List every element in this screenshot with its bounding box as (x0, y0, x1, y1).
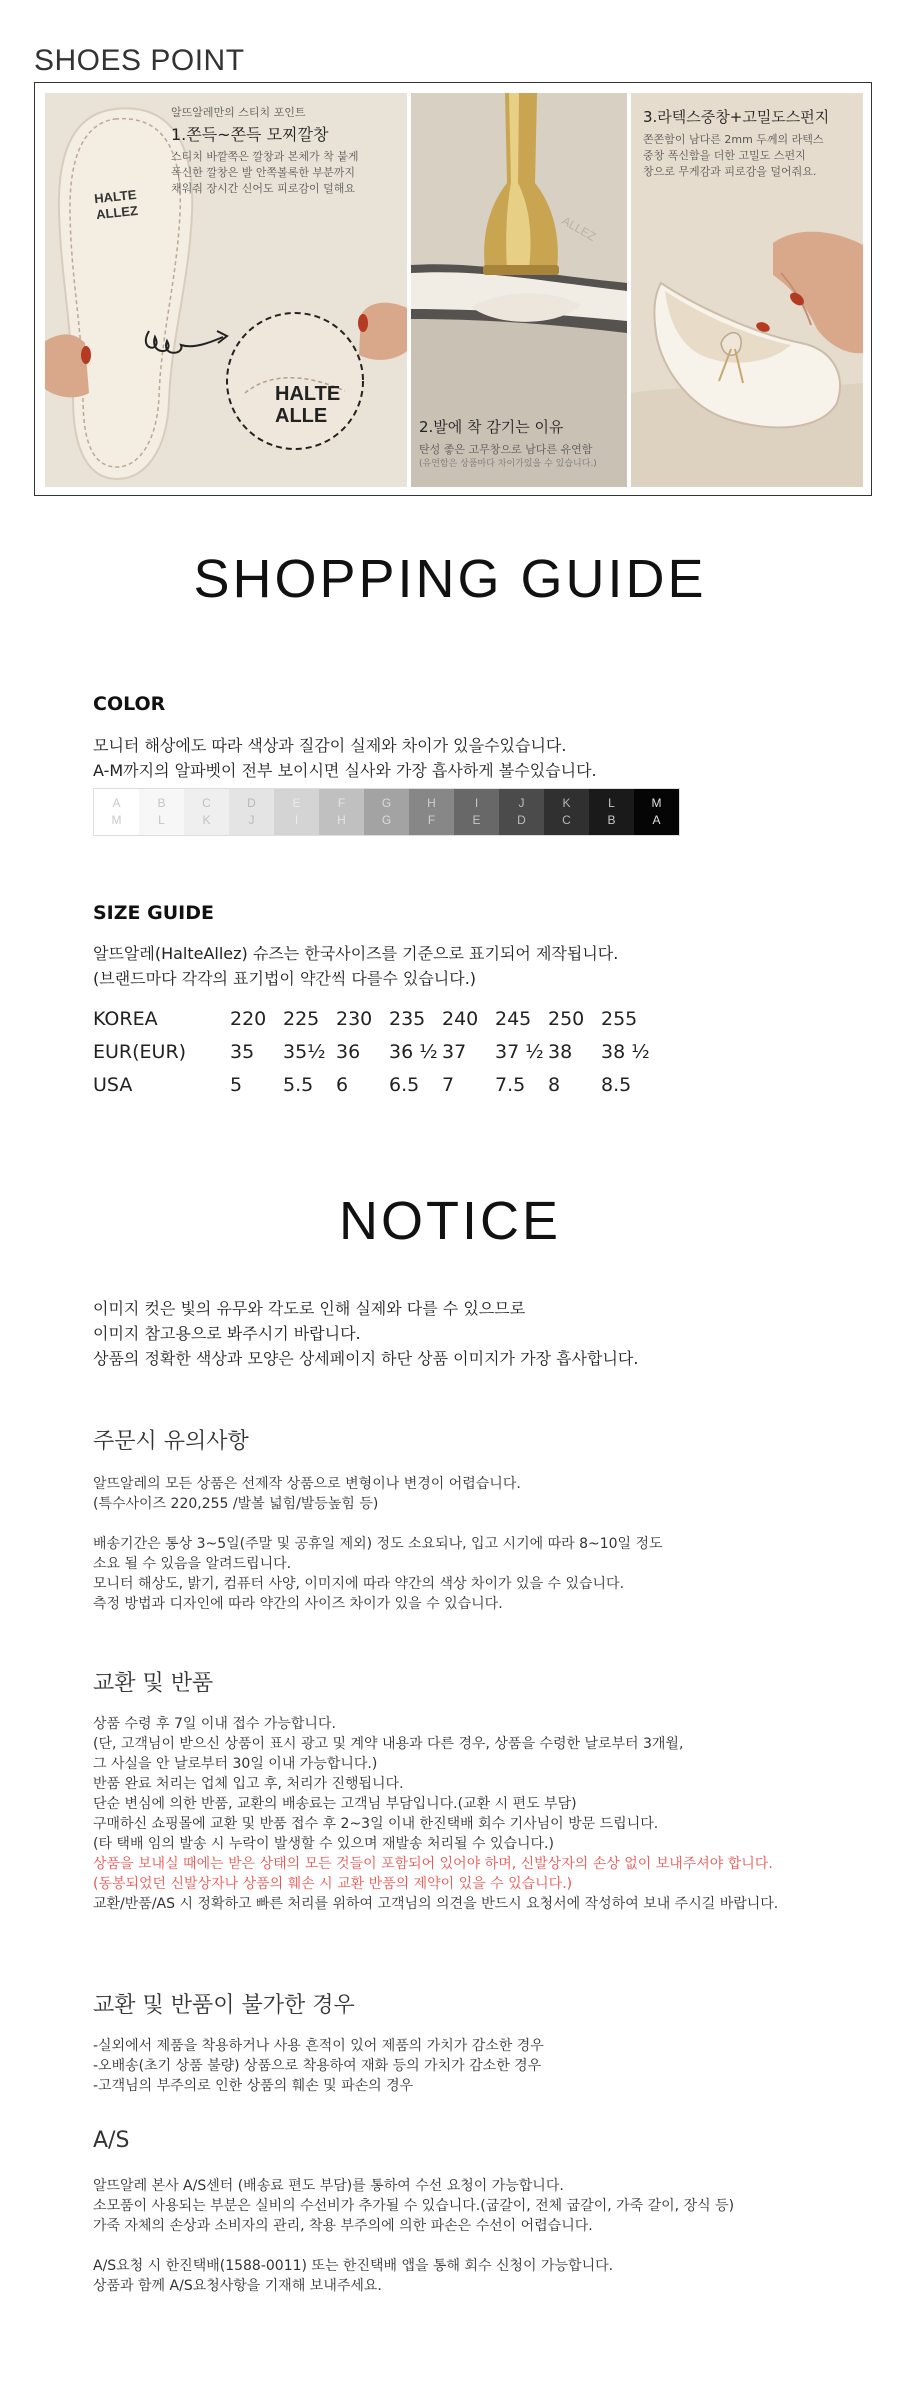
swatch-bottom-letter: I (294, 813, 299, 827)
swatch-bottom-letter: A (652, 813, 661, 827)
order-line (93, 1514, 663, 1534)
size-cell: 235 (389, 1007, 426, 1030)
swatch-bottom-letter: D (517, 813, 526, 827)
size-cell: 7 (442, 1073, 455, 1096)
swatch-top-letter: C (202, 796, 211, 810)
exchange-text (93, 1714, 778, 1914)
as-line: 소모품이 사용되는 부분은 실비의 수선비가 추가될 수 있습니다.(굽갈이, 전체 굽갈이, 가죽 갈이, 장식 등) (93, 2198, 735, 2214)
color-swatch (229, 789, 274, 835)
notice-intro (93, 1296, 638, 1371)
size-line: 알뜨알레(HalteAllez) 슈즈는 한국사이즈를 기준으로 표기되어 제작됩니다. (93, 944, 619, 963)
size-cell: 35 (230, 1040, 255, 1063)
swatch-bottom-letter: J (248, 813, 255, 827)
not-allowed-line: -오배송(초기 상품 불량) 상품으로 착용하여 재화 등의 가치가 감소한 경우 (93, 2058, 542, 2074)
color-line: 모니터 해상에도 따라 색상과 질감이 실제와 차이가 있을수있습니다. (93, 736, 567, 755)
notice-intro-line: 상품의 정확한 색상과 모양은 상세페이지 하단 상품 이미지가 가장 흡사합니다. (93, 1349, 639, 1368)
exchange-line: 그 사실을 안 날로부터 30일 이내 가능합니다.) (93, 1756, 378, 1772)
swatch-top-letter: J (518, 796, 525, 810)
size-cell: 220 (230, 1007, 267, 1030)
insole-logo-line2: ALLEZ (95, 202, 139, 223)
swatch-top-letter: E (292, 796, 301, 810)
order-line: 알뜨알레의 모든 상품은 선제작 상품으로 변형이나 변경이 어렵습니다. (93, 1476, 521, 1492)
color-swatch (274, 789, 319, 835)
swatch-top-letter: D (247, 796, 256, 810)
size-cell: 5 (230, 1073, 243, 1096)
notice-intro-line: 이미지 참고용으로 봐주시기 바랍니다. (93, 1324, 361, 1343)
size-cell: 255 (601, 1007, 638, 1030)
swatch-top-letter: B (157, 796, 166, 810)
as-line: 가죽 자체의 손상과 소비자의 관리, 착용 부주의에 의한 파손은 수선이 어렵습니다. (93, 2218, 593, 2234)
color-description (93, 733, 597, 783)
not-allowed-text (93, 2036, 544, 2096)
size-line: (브랜드마다 각각의 표기법이 약간씩 다를수 있습니다.) (93, 969, 477, 988)
panel1-text (171, 105, 403, 197)
color-swatch (544, 789, 589, 835)
color-line: A-M까지의 알파벳이 전부 보이시면 실사와 가장 흡사하게 볼수있습니다. (93, 761, 597, 780)
exchange-line: 반품 완료 처리는 업체 입고 후, 처리가 진행됩니다. (93, 1776, 404, 1792)
color-calibration-swatches (93, 788, 680, 836)
exchange-line: (타 택배 임의 발송 시 누락이 발생할 수 있으며 재발송 처리될 수 있습니다.) (93, 1836, 554, 1852)
size-row-label: EUR(EUR) (93, 1040, 187, 1063)
zoom-logo (275, 383, 340, 427)
panel-latex-midsole (631, 93, 863, 487)
order-line: (특수사이즈 220,255 /발볼 넓힘/발등높힘 등) (93, 1496, 379, 1512)
exchange-warning-line: 상품을 보내실 때에는 받은 상태의 모든 것들이 포함되어 있어야 하며, 신발상자의 손상 없이 보내주셔야 합니다. (93, 1856, 773, 1872)
panel-flex-outsole (411, 93, 627, 487)
notice-title: NOTICE (338, 1191, 561, 1251)
panel2-heading: 2.발에 착 감기는 이유 (419, 418, 564, 436)
panel1-caption: 알뜨알레만의 스티치 포인트 (171, 106, 306, 119)
size-cell: 7.5 (495, 1073, 526, 1096)
panel3-text (643, 105, 859, 180)
size-cell: 8.5 (601, 1073, 632, 1096)
size-cell: 37 ½ (495, 1040, 544, 1063)
size-cell: 240 (442, 1007, 479, 1030)
panel-stitch-insole (45, 93, 407, 487)
size-cell: 35½ (283, 1040, 326, 1063)
not-allowed-line: -실외에서 제품을 착용하거나 사용 흔적이 있어 제품의 가치가 감소한 경우 (93, 2038, 544, 2054)
exchange-heading: 교환 및 반품 (93, 1671, 214, 1696)
swatch-bottom-letter: L (158, 813, 165, 827)
size-cell: 37 (442, 1040, 467, 1063)
as-line (93, 2236, 734, 2256)
exchange-line: 구매하신 쇼핑몰에 교환 및 반품 접수 후 2~3일 이내 한진택배 회수 기사님이 방문 드립니다. (93, 1816, 659, 1832)
exchange-line: (단, 고객님이 받으신 상품이 표시 광고 및 계약 내용과 다른 경우, 상품을 수령한 날로부터 3개월, (93, 1736, 684, 1752)
swatch-top-letter: G (381, 796, 392, 810)
size-cell: 230 (336, 1007, 373, 1030)
color-swatch (454, 789, 499, 835)
swatch-top-letter: I (474, 796, 479, 810)
not-allowed-line: -고객님의 부주의로 인한 상품의 훼손 및 파손의 경우 (93, 2078, 414, 2094)
panel2-note: (유연함은 상품마다 차이가있을 수 있습니다.) (419, 458, 597, 469)
color-swatch (319, 789, 364, 835)
size-cell: 8 (548, 1073, 561, 1096)
panel1-line: 스티치 바깥쪽은 깔창과 본체가 착 붙게 (171, 150, 359, 164)
zoom-logo-line2: ALLE (275, 405, 328, 427)
shoes-point-frame (34, 82, 872, 496)
size-table (93, 1002, 654, 1101)
order-line: 배송기간은 통상 3~5일(주말 및 공휴일 제외) 정도 소요되나, 입고 시기에 따라 8~10일 정도 (93, 1536, 663, 1552)
swatch-bottom-letter: K (202, 813, 211, 827)
svg-text:ALLEZ: ALLEZ (559, 213, 599, 244)
swatch-bottom-letter: F (427, 813, 436, 827)
exchange-line: 단순 변심에 의한 반품, 교환의 배송료는 고객님 부담입니다.(교환 시 편도 부담) (93, 1796, 577, 1812)
as-text (93, 2176, 734, 2296)
exchange-last-line: 교환/반품/AS 시 정확하고 빠른 처리를 위하여 고객님의 의견을 반드시 요청서에 작성하여 보내 주시길 바랍니다. (93, 1896, 779, 1912)
size-cell: 245 (495, 1007, 532, 1030)
swatch-bottom-letter: E (472, 813, 481, 827)
order-notice-heading: 주문시 유의사항 (93, 1429, 249, 1454)
zoom-logo-line1: HALTE (275, 383, 341, 405)
color-swatch (409, 789, 454, 835)
size-cell: 250 (548, 1007, 585, 1030)
color-swatch (499, 789, 544, 835)
shopping-guide-title: SHOPPING GUIDE (193, 549, 707, 609)
panel1-heading: 1.쫀득~쫀득 모찌깔창 (171, 124, 329, 144)
as-heading: A/S (93, 2128, 130, 2153)
color-swatch (94, 789, 139, 835)
exchange-warning-line: (동봉되었던 신발상자나 상품의 훼손 시 교환 반품의 제약이 있을 수 있습니다.) (93, 1876, 573, 1892)
color-swatch (364, 789, 409, 835)
swatch-top-letter: A (112, 796, 121, 810)
swatch-bottom-letter: G (381, 813, 392, 827)
size-row (93, 1002, 654, 1035)
size-cell: 225 (283, 1007, 320, 1030)
panel2-line: 탄성 좋은 고무창으로 남다른 유연함 (419, 442, 593, 456)
size-row-label: KOREA (93, 1007, 158, 1030)
insole-logo (93, 187, 138, 223)
swatch-bottom-letter: H (337, 813, 346, 827)
not-allowed-heading: 교환 및 반품이 불가한 경우 (93, 1993, 355, 2018)
notice-intro-line: 이미지 컷은 빛의 유무와 각도로 인해 실제와 다를 수 있으므로 (93, 1299, 526, 1318)
size-cell: 6 (336, 1073, 349, 1096)
as-line: 상품과 함께 A/S요청사항을 기재해 보내주세요. (93, 2278, 382, 2294)
size-description (93, 941, 618, 991)
size-cell: 36 ½ (389, 1040, 438, 1063)
swatch-top-letter: L (608, 796, 615, 810)
swatch-bottom-letter: B (607, 813, 616, 827)
color-swatch (634, 789, 679, 835)
color-swatch (184, 789, 229, 835)
panel2-text (419, 415, 625, 471)
swatch-top-letter: M (651, 796, 662, 810)
color-swatch (589, 789, 634, 835)
panel1-line: 폭신한 깔창은 발 안쪽볼록한 부분까지 (171, 166, 356, 180)
size-row-label: USA (93, 1073, 133, 1096)
order-notice-text (93, 1474, 663, 1614)
size-cell: 36 (336, 1040, 361, 1063)
swatch-top-letter: F (337, 796, 346, 810)
size-guide-label: SIZE GUIDE (93, 902, 214, 924)
panel3-line: 창으로 무게감과 피로감을 덜어줘요. (643, 164, 817, 178)
panel3-line: 쫀쫀함이 남다른 2mm 두께의 라텍스 (643, 132, 824, 146)
panel3-heading: 3.라텍스중창+고밀도스펀지 (643, 108, 830, 126)
panel3-line: 중창 폭신함을 더한 고밀도 스펀지 (643, 148, 806, 162)
order-line: 측정 방법과 디자인에 따라 약간의 사이즈 차이가 있을 수 있습니다. (93, 1596, 503, 1612)
swatch-top-letter: K (562, 796, 571, 810)
swatch-bottom-letter: C (562, 813, 571, 827)
shoes-point-title: SHOES POINT (34, 44, 245, 77)
size-cell: 38 ½ (601, 1040, 650, 1063)
color-label: COLOR (93, 693, 166, 715)
panel1-line: 채워줘 장시간 신어도 피로감이 덜해요 (171, 182, 356, 195)
swatch-top-letter: H (427, 796, 436, 810)
insole-logo-line1: HALTE (93, 186, 138, 207)
swatch-bottom-letter: M (111, 813, 122, 827)
color-swatch (139, 789, 184, 835)
size-row (93, 1068, 654, 1101)
size-cell: 6.5 (389, 1073, 420, 1096)
as-line: 알뜨알레 본사 A/S센터 (배송료 편도 부담)를 통하여 수선 요청이 가능합니다. (93, 2178, 564, 2194)
exchange-line: 상품 수령 후 7일 이내 접수 가능합니다. (93, 1716, 336, 1732)
size-cell: 5.5 (283, 1073, 314, 1096)
as-line: A/S요청 시 한진택배(1588-0011) 또는 한진택배 앱을 통해 회수 신청이 가능합니다. (93, 2258, 614, 2274)
order-line: 소요 될 수 있음을 알려드립니다. (93, 1556, 292, 1572)
size-cell: 38 (548, 1040, 573, 1063)
order-line: 모니터 해상도, 밝기, 컴퓨터 사양, 이미지에 따라 약간의 색상 차이가 있을 수 있습니다. (93, 1576, 625, 1592)
size-row (93, 1035, 654, 1068)
